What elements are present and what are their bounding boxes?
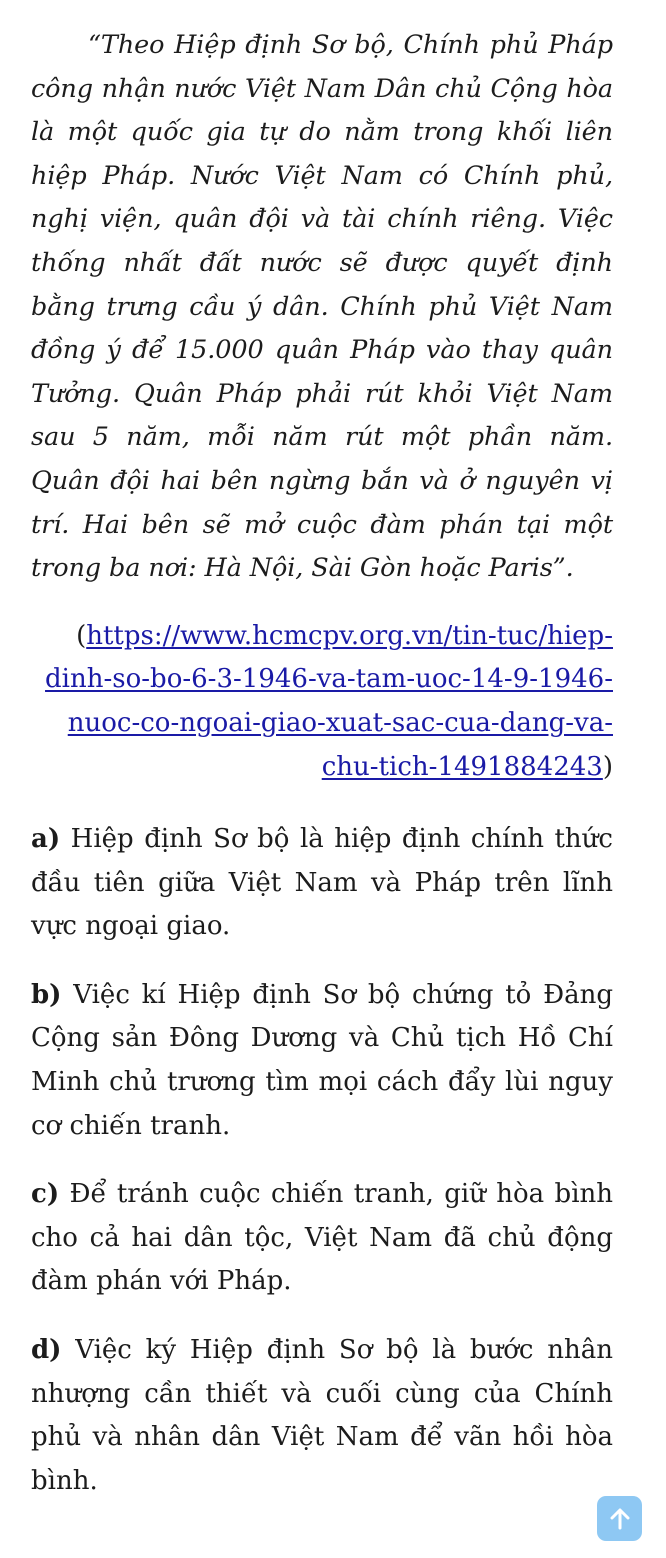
arrow-up-icon [607,1506,633,1532]
source-open-paren: ( [76,620,87,651]
source-link[interactable]: https://www.hcmcpv.org.vn/tin-tuc/hiep-dinh-so-bo-6-3-1946-va-tam-uoc-14-9-1946-nuoc-co-ngoai-giao-xuat-sac-cua-dang-va-chu-tich-1491884243 [45,620,613,782]
article-content [31,0,613,1503]
option-a-letter: a) [31,824,61,855]
quote-paragraph: “Theo Hiệp định Sơ bộ, Chính phủ Pháp công nhận nước Việt Nam Dân chủ Cộng hòa là một quốc gia tự do nằm trong khối liên hiệp Pháp. Nước Việt Nam có Chính phủ, nghị viện, quân đội và tài chính riêng. Việc thống nhất đất nước sẽ được quyết định bằng trưng cầu ý dân. Chính phủ Việt Nam đồng ý để 15.000 quân Pháp vào thay quân Tưởng. Quân Pháp phải rút khỏi Việt Nam sau 5 năm, mỗi năm rút một phần năm. Quân đội hai bên ngừng bắn và ở nguyên vị trí. Hai bên sẽ mở cuộc đàm phán tại một trong ba nơi: Hà Nội, Sài Gòn hoặc Paris”. [31,30,613,584]
option-d [31,1329,613,1503]
option-d-text: Việc ký Hiệp định Sơ bộ là bước nhân nhượng cần thiết và cuối cùng của Chính phủ và nhân dân Việt Nam để vãn hồi hòa bình. [31,1335,614,1496]
option-c-letter: c) [31,1179,60,1210]
option-c-text: Để tránh cuộc chiến tranh, giữ hòa bình cho cả hai dân tộc, Việt Nam đã chủ động đàm phán với Pháp. [31,1179,613,1297]
option-b-text: Việc kí Hiệp định Sơ bộ chứng tỏ Đảng Cộng sản Đông Dương và Chủ tịch Hồ Chí Minh chủ trương tìm mọi cách đẩy lùi nguy cơ chiến tranh. [31,979,614,1141]
option-a-text: Hiệp định Sơ bộ là hiệp định chính thức đầu tiên giữa Việt Nam và Pháp trên lĩnh vực ngoại giao. [31,824,613,942]
option-a [31,818,613,949]
option-d-letter: d) [31,1335,62,1366]
option-b [31,974,613,1148]
source-citation [31,615,613,789]
source-close-paren: ) [602,751,613,782]
option-b-letter: b) [31,979,62,1010]
scroll-to-top-button[interactable] [597,1496,642,1541]
option-c [31,1173,613,1304]
